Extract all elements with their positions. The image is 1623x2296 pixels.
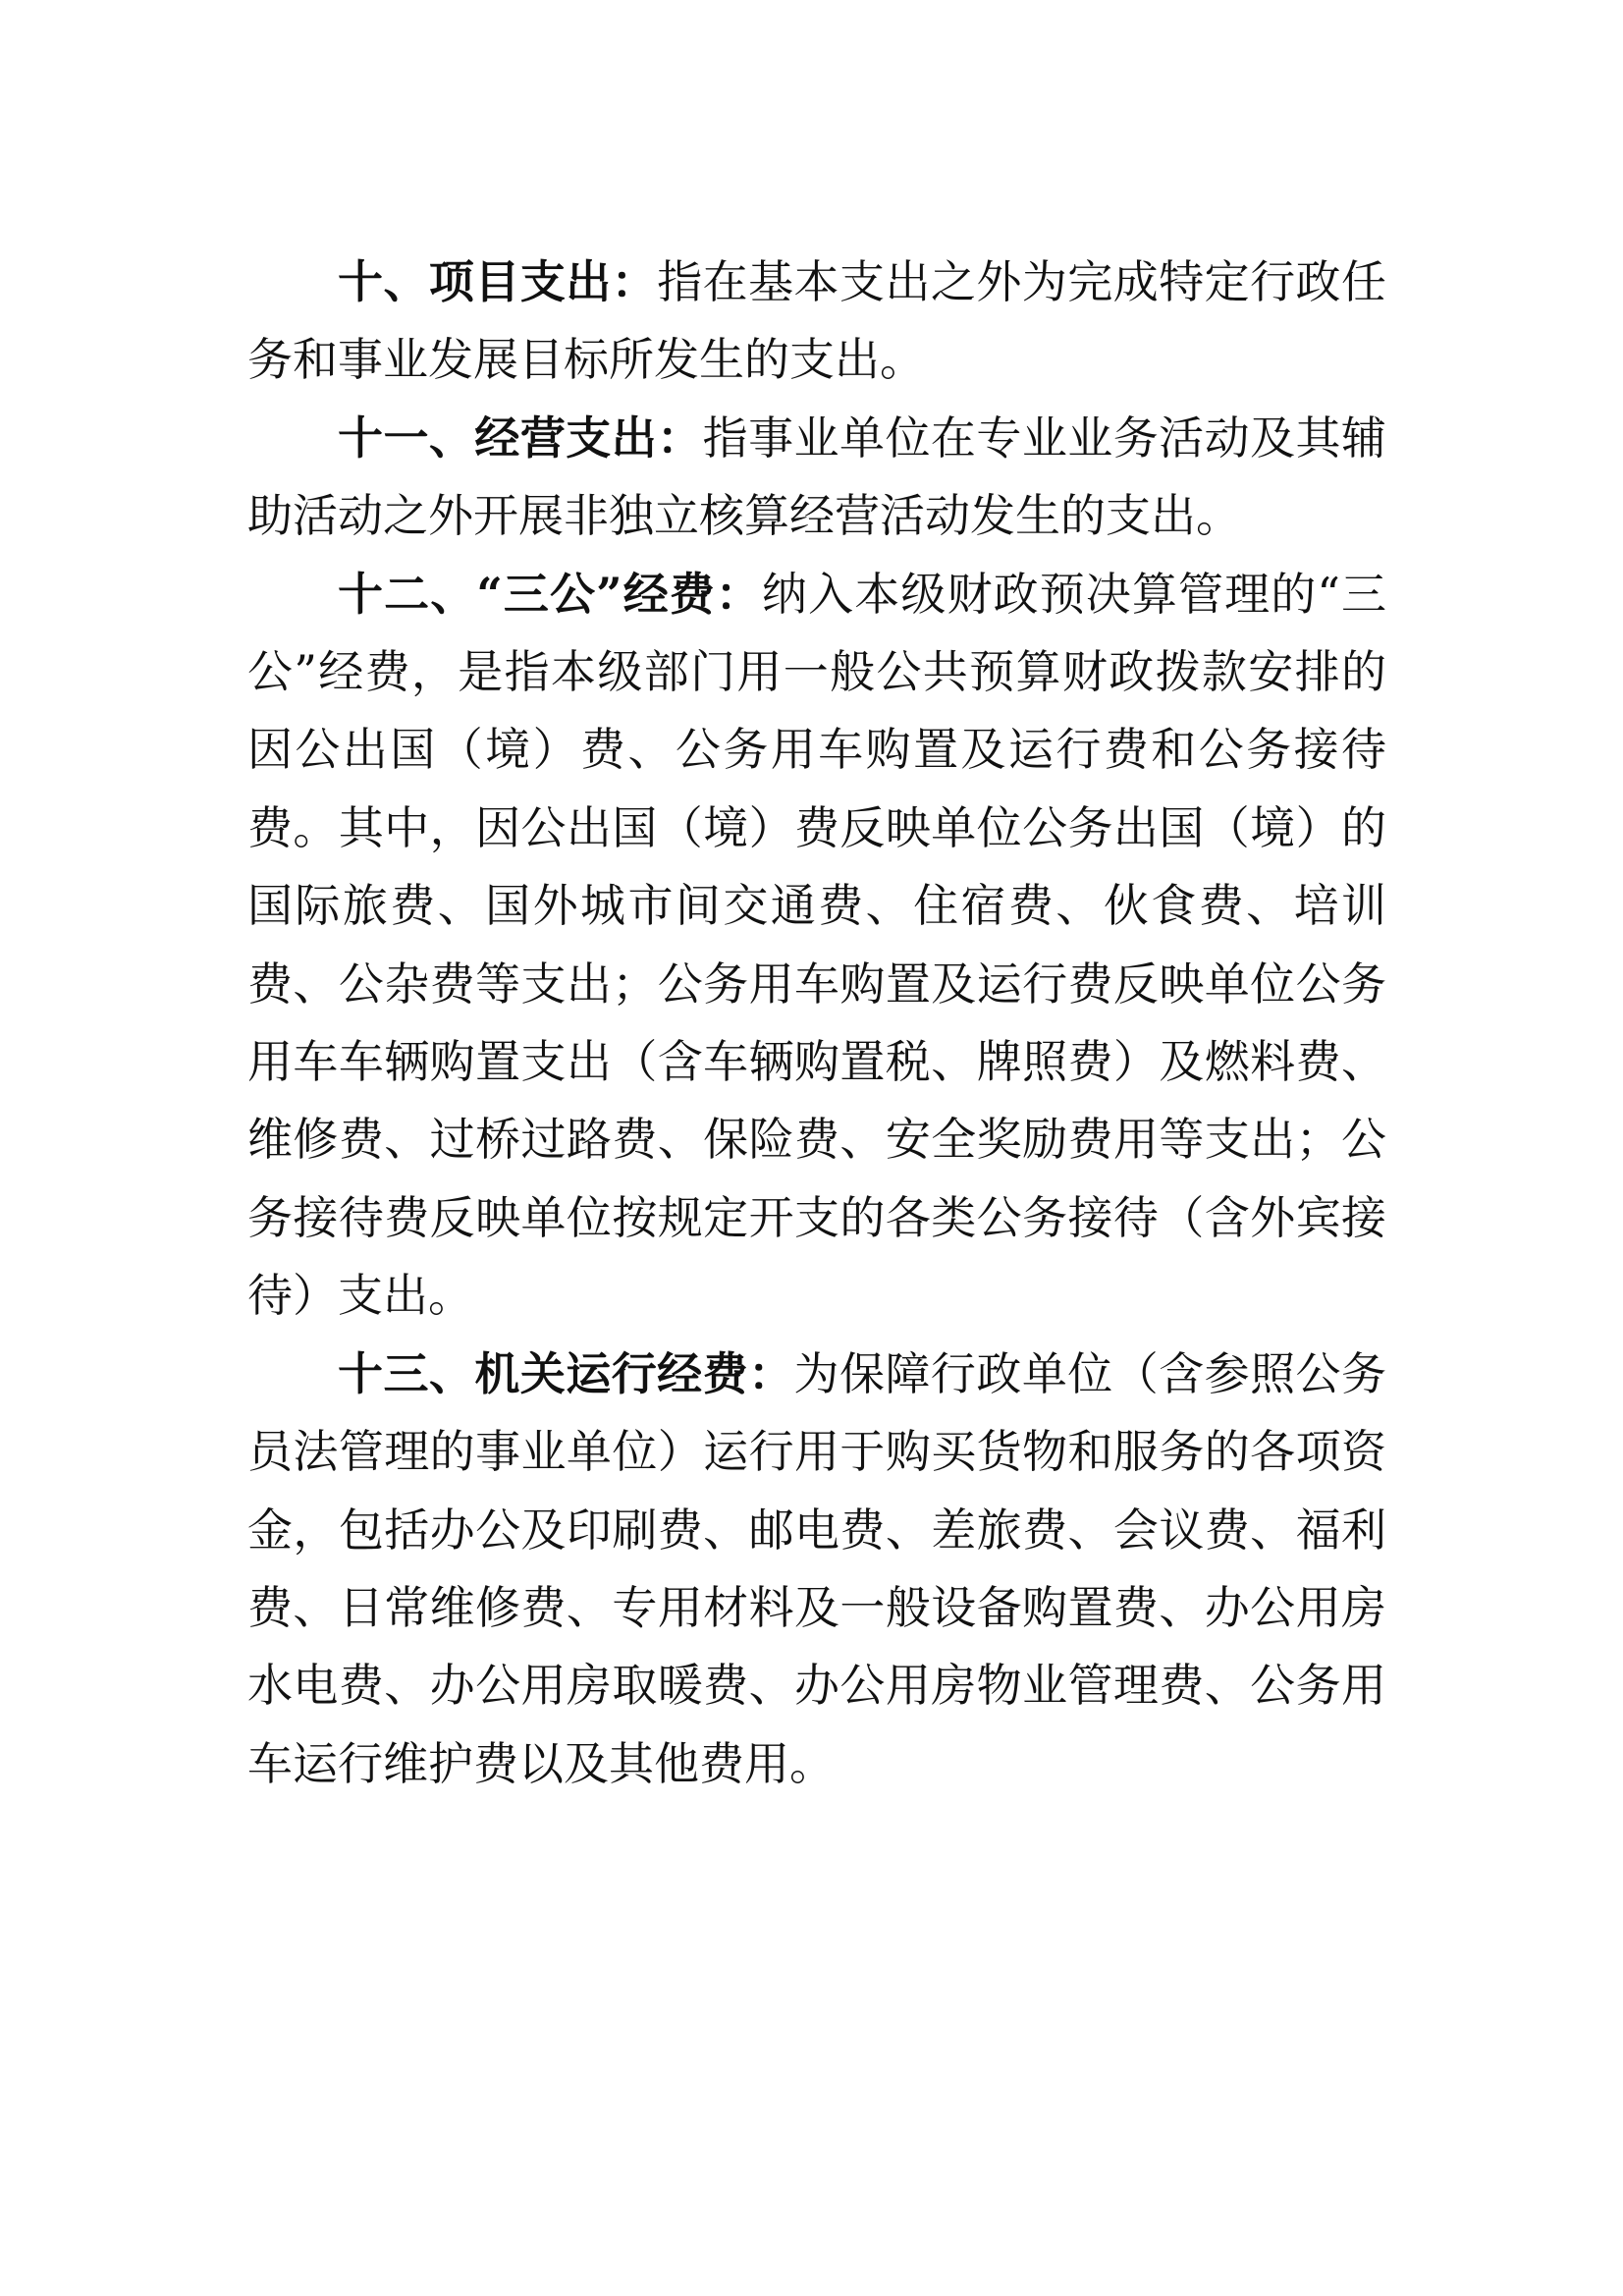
definition-agency-operating-funds <box>247 1336 1386 1803</box>
definition-text: 指在基本支出之外为完成特定行政任务和事业发展目标所发生的支出。 <box>247 255 1387 387</box>
definition-term: 十三、机关运行经费： <box>338 1346 794 1400</box>
definition-term: 十、项目支出： <box>338 255 658 308</box>
definition-term: 十二、“三公”经费： <box>338 567 763 621</box>
definition-project-expenditure <box>247 244 1386 400</box>
definition-term: 十一、经营支出： <box>338 410 703 465</box>
definition-operating-expenditure <box>247 400 1386 556</box>
definition-text: 为保障行政单位（含参照公务员法管理的事业单位）运行用于购买货物和服务的各项资金，包括办公及印刷费、邮电费、差旅费、会议费、福利费、日常维修费、专用材料及一般设备购置费、办公用房水电费、办公用房取暖费、办公用房物业管理费、公务用车运行维护费以及其他费用。 <box>247 1346 1387 1790</box>
definition-text: 指事业单位在专业业务活动及其辅助活动之外开展非独立核算经营活动发生的支出。 <box>247 410 1387 543</box>
definition-text: 纳入本级财政预决算管理的“三公”经费，是指本级部门用一般公共预算财政拨款安排的因公出国（境）费、公务用车购置及运行费和公务接待费。其中，因公出国（境）费反映单位公务出国（境）的国际旅费、国外城市间交通费、住宿费、伙食费、培训费、公杂费等支出；公务用车购置及运行费反映单位公务用车车辆购置支出（含车辆购置税、牌照费）及燃料费、维修费、过桥过路费、保险费、安全奖励费用等支出；公务接待费反映单位按规定开支的各类公务接待（含外宾接待）支出。 <box>247 567 1386 1323</box>
definition-three-public-expenses <box>247 556 1386 1336</box>
document-body <box>247 244 1386 1803</box>
